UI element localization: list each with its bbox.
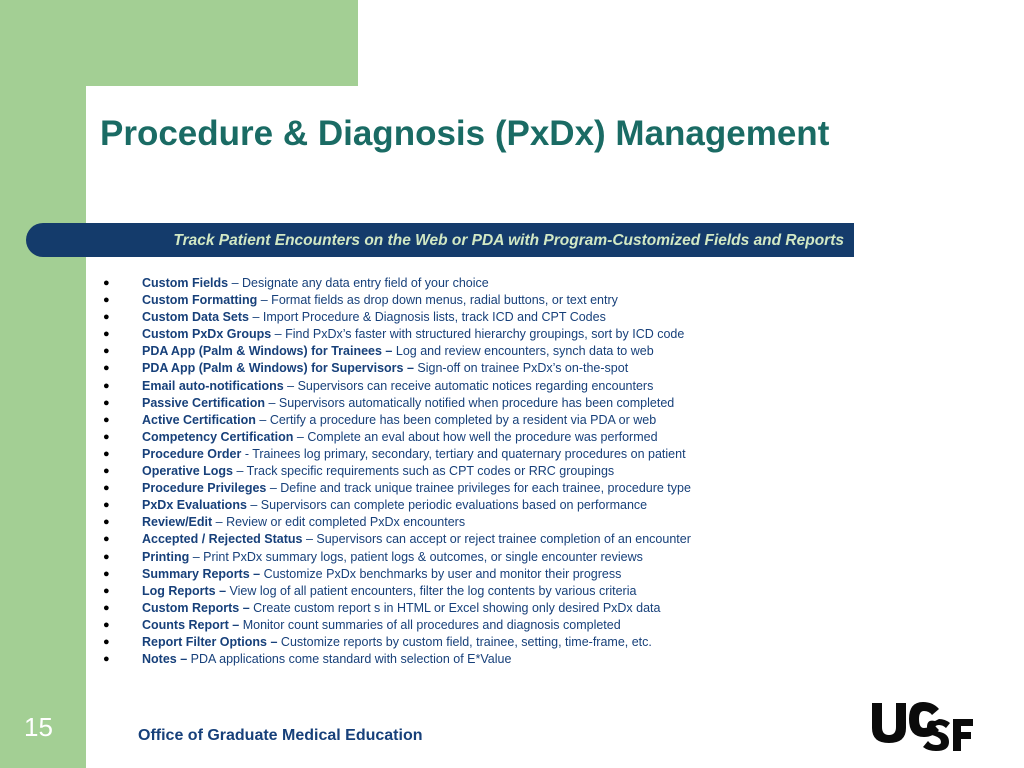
list-item	[100, 480, 691, 497]
bullet-dot-icon: ●	[103, 345, 110, 358]
bullet-dot-icon: ●	[103, 465, 110, 478]
bullet-dot-icon: ●	[103, 584, 110, 597]
feature-description: – Define and track unique trainee privileges for each trainee, procedure type	[266, 481, 691, 496]
feature-description: – Supervisors can receive automatic notices regarding encounters	[283, 378, 654, 393]
bullet-dot-icon: ●	[103, 277, 110, 289]
feature-term: Printing	[142, 549, 190, 564]
bullet-dot-icon: ●	[103, 601, 110, 614]
feature-term: Custom Fields	[142, 276, 229, 290]
feature-term: Custom PxDx Groups	[142, 327, 272, 342]
list-item	[100, 412, 691, 429]
bullet-dot-icon: ●	[103, 396, 110, 409]
feature-description: Monitor count summaries of all procedures and diagnosis completed	[239, 617, 621, 632]
feature-term: Summary Reports –	[142, 566, 261, 581]
list-item	[100, 497, 691, 514]
feature-term: Counts Report –	[142, 617, 240, 632]
feature-term: Passive Certification	[142, 395, 265, 410]
list-item	[100, 634, 691, 651]
list-item	[100, 463, 691, 480]
feature-description: – Format fields as drop down menus, radial buttons, or text entry	[257, 293, 618, 308]
banner-text: Track Patient Encounters on the Web or PDA with Program-Customized Fields and Reports	[173, 232, 844, 249]
feature-description: – Complete an eval about how well the procedure was performed	[293, 429, 658, 444]
bullet-dot-icon: ●	[103, 311, 110, 324]
ucsf-logo	[869, 697, 975, 751]
feature-description: – Supervisors automatically notified when procedure has been completed	[264, 395, 675, 410]
feature-term: PDA App (Palm & Windows) for Supervisors –	[142, 361, 414, 376]
list-item	[100, 446, 691, 463]
feature-description: View log of all patient encounters, filter the log contents by various criteria	[226, 583, 637, 598]
subtitle-banner	[26, 223, 854, 257]
feature-term: Procedure Order	[142, 446, 242, 461]
feature-description: Log and review encounters, synch data to web	[392, 344, 654, 359]
feature-term: PxDx Evaluations	[142, 498, 247, 513]
list-item	[100, 566, 691, 583]
feature-term: Report Filter Options –	[142, 634, 278, 649]
feature-term: Custom Formatting	[142, 293, 258, 308]
bullet-dot-icon: ●	[103, 618, 110, 631]
feature-description: Create custom report s in HTML or Excel showing only desired PxDx data	[253, 600, 661, 615]
list-item	[100, 651, 691, 668]
feature-term: Notes –	[142, 652, 188, 667]
feature-list	[100, 275, 691, 668]
feature-term: Accepted / Rejected Status	[142, 532, 303, 547]
bullet-dot-icon: ●	[103, 516, 110, 529]
list-item	[100, 309, 691, 326]
feature-description: – Designate any data entry field of your choice	[228, 276, 489, 290]
bullet-dot-icon: ●	[103, 362, 110, 375]
feature-term: Operative Logs	[142, 464, 233, 479]
list-item	[100, 600, 691, 617]
feature-description: Customize reports by custom field, trainee, setting, time-frame, etc.	[277, 634, 652, 649]
feature-description: Customize PxDx benchmarks by user and monitor their progress	[260, 566, 622, 581]
bullet-dot-icon: ●	[103, 328, 110, 341]
feature-term: Competency Certification	[142, 429, 294, 444]
list-item	[100, 583, 691, 600]
bullet-dot-icon: ●	[103, 499, 110, 512]
feature-term: Review/Edit	[142, 515, 213, 530]
feature-term: Active Certification	[142, 412, 256, 427]
bullet-dot-icon: ●	[103, 635, 110, 648]
feature-description: – Supervisors can complete periodic evaluations based on performance	[246, 498, 648, 513]
list-item	[100, 360, 691, 377]
bullet-dot-icon: ●	[103, 430, 110, 443]
list-item	[100, 549, 691, 566]
feature-term: Email auto-notifications	[142, 378, 284, 393]
feature-description: – Track specific requirements such as CPT codes or RRC groupings	[233, 464, 615, 479]
list-item	[100, 343, 691, 360]
bullet-dot-icon: ●	[103, 294, 110, 307]
list-item	[100, 429, 691, 446]
footer-text: Office of Graduate Medical Education	[138, 727, 423, 744]
feature-term: Custom Data Sets	[142, 310, 249, 325]
page-number: 15	[24, 712, 53, 742]
feature-term: Custom Reports –	[142, 600, 254, 615]
feature-description: – Find PxDx’s faster with structured hierarchy groupings, sort by ICD code	[271, 327, 685, 342]
list-item	[100, 275, 691, 292]
feature-term: Log Reports –	[142, 583, 227, 598]
slide-title: Procedure & Diagnosis (PxDx) Management	[100, 114, 830, 153]
feature-term: PDA App (Palm & Windows) for Trainees –	[142, 344, 393, 359]
list-item	[100, 617, 691, 634]
bullet-dot-icon: ●	[103, 653, 110, 666]
feature-description: – Review or edit completed PxDx encounters	[212, 515, 466, 530]
feature-description: PDA applications come standard with selection of E*Value	[187, 652, 512, 667]
feature-description: – Print PxDx summary logs, patient logs & outcomes, or single encounter reviews	[189, 549, 643, 564]
feature-description: – Supervisors can accept or reject trainee completion of an encounter	[302, 532, 691, 547]
feature-description: – Import Procedure & Diagnosis lists, track ICD and CPT Codes	[248, 310, 606, 325]
bullet-dot-icon: ●	[103, 482, 110, 495]
list-item	[100, 395, 691, 412]
bullet-dot-icon: ●	[103, 567, 110, 580]
feature-description: Sign-off on trainee PxDx’s on-the-spot	[413, 361, 629, 376]
bullet-dot-icon: ●	[103, 447, 110, 460]
feature-description: - Trainees log primary, secondary, tertiary and quaternary procedures on patient	[241, 446, 686, 461]
bullet-dot-icon: ●	[103, 533, 110, 546]
feature-description: – Certify a procedure has been completed by a resident via PDA or web	[255, 412, 657, 427]
bullet-dot-icon: ●	[103, 379, 110, 392]
list-item	[100, 292, 691, 309]
list-item	[100, 378, 691, 395]
list-item	[100, 514, 691, 531]
list-item	[100, 531, 691, 548]
list-item	[100, 326, 691, 343]
feature-term: Procedure Privileges	[142, 481, 267, 496]
bullet-dot-icon: ●	[103, 550, 110, 563]
bullet-dot-icon: ●	[103, 413, 110, 426]
green-side-band	[0, 0, 86, 768]
